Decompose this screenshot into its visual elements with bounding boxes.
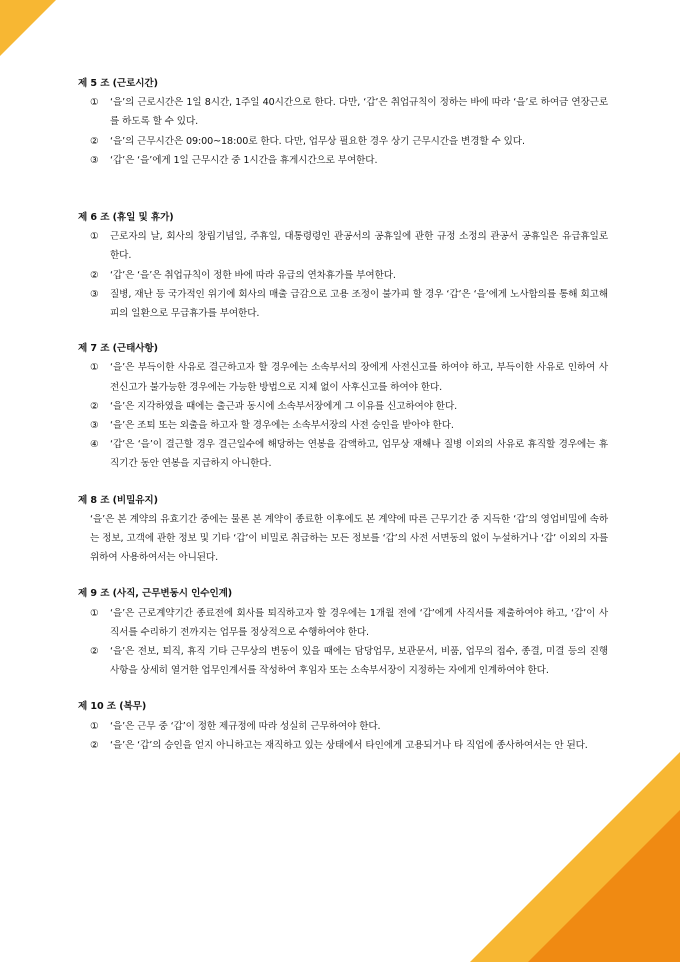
- item-text: ‘갑’은 ‘을’에게 1일 근무시간 중 1시간을 휴게시간으로 부여한다.: [110, 154, 378, 166]
- item-text: 질병, 재난 등 국가적인 위기에 회사의 매출 급감으로 고용 조정이 불가피 할 경우 ‘갑’은 ‘을’에게 노사합의를 통해 회고해피의 일환으로 무급휴가를 부여한다.: [110, 288, 608, 320]
- item-text: ‘갑’은 ‘을’은 취업규칙이 정한 바에 따라 유급의 연차휴가를 부여한다.: [110, 269, 396, 281]
- list-item: [78, 358, 608, 396]
- item-number: ①: [90, 97, 99, 109]
- list-item: [78, 416, 608, 435]
- item-text: ‘을’의 근로시간은 1일 8시간, 1주일 40시간으로 한다. 다만, ‘갑’은 취업규칙이 정하는 바에 따라 ‘을’로 하여금 연장근로를 하도록 할 수 있다.: [110, 97, 608, 128]
- item-text: 근로자의 날, 회사의 창립기념일, 주휴일, 대통령령인 관공서의 공휴일에 관한 규정 소정의 관공서 공휴일은 유급휴일로 한다.: [110, 231, 608, 262]
- item-number: ②: [90, 739, 99, 751]
- item-number: ③: [90, 288, 99, 300]
- item-text: ‘을’은 ‘갑’의 승인을 얻지 아니하고는 재직하고 있는 상태에서 타인에게 고용되거나 타 직업에 종사하여서는 안 된다.: [110, 739, 588, 751]
- list-item: [78, 604, 608, 642]
- item-text: ‘을’은 부득이한 사유로 결근하고자 할 경우에는 소속부서의 장에게 사전신고를 하여야 하고, 부득이한 사유로 인하여 사전신고가 불가능한 경우에는 가능한 방법으로 지체 없이 사후신고를 하여야 한다.: [110, 362, 608, 393]
- item-text: ‘을’의 근무시간은 09:00~18:00로 한다. 다만, 업무상 필요한 경우 상기 근무시간을 변경할 수 있다.: [110, 135, 525, 147]
- item-number: ②: [90, 135, 99, 147]
- list-item: [78, 285, 608, 323]
- contract-body: [78, 74, 608, 755]
- list-item: [78, 435, 608, 473]
- item-number: ②: [90, 400, 99, 412]
- item-number: ③: [90, 154, 99, 166]
- item-number: ③: [90, 420, 99, 432]
- article-10: [78, 697, 608, 755]
- item-number: ①: [90, 720, 99, 732]
- item-number: ②: [90, 269, 99, 281]
- list-item: [78, 266, 608, 285]
- article-7-title: 제 7 조 (근태사항): [78, 343, 158, 355]
- list-item: [78, 717, 608, 736]
- list-item: [78, 642, 608, 680]
- list-item: [78, 397, 608, 416]
- item-number: ①: [90, 362, 99, 374]
- list-item: [78, 736, 608, 755]
- article-10-title: 제 10 조 (복무): [78, 701, 147, 713]
- item-number: ①: [90, 231, 99, 243]
- article-9-title: 제 9 조 (사직, 근무변동시 인수인계): [78, 588, 233, 600]
- article-5: [78, 74, 608, 170]
- item-text: ‘을’은 근무 중 ‘갑’이 정한 제규정에 따라 성실히 근무하여야 한다.: [110, 720, 381, 732]
- item-number: ①: [90, 607, 99, 619]
- item-text: ‘을’은 전보, 퇴직, 휴직 기타 근무상의 변동이 있을 때에는 담당업무, 보관문서, 비품, 업무의 접수, 종결, 미결 등의 진행사항을 상세히 열거한 업무인계서를 작성하여 후임자 또는 소속부서장이 지정하는 자에게 인계하여야 한다.: [110, 646, 608, 677]
- top-left-corner-decoration: [0, 0, 60, 60]
- item-number: ④: [90, 439, 99, 451]
- article-6-title: 제 6 조 (휴일 및 휴가): [78, 212, 174, 224]
- item-text: ‘갑’은 ‘을’이 결근할 경우 결근일수에 해당하는 연봉을 감액하고, 업무상 재해나 질병 이외의 사유로 휴직할 경우에는 휴직기간 동안 연봉을 지급하지 아니한다.: [110, 439, 608, 470]
- list-item: [78, 132, 608, 151]
- list-item: [78, 93, 608, 131]
- article-9: [78, 584, 608, 680]
- item-number: ②: [90, 646, 99, 658]
- bottom-right-corner-decoration: [470, 752, 680, 962]
- article-7: [78, 339, 608, 473]
- list-item: [78, 151, 608, 170]
- article-8-paragraph: ‘을’은 본 계약의 유효기간 중에는 물론 본 계약이 종료한 이후에도 본 계약에 따른 근무기간 중 지득한 ‘갑’의 영업비밀에 속하는 정보, 고객에 관한 정보 및 기타 ‘갑’이 비밀로 취급하는 모든 정보를 ‘갑’의 사전 서면동의 없이 누설하거나 ‘갑’ 이외의 자를 위하여 사용하여서는 아니된다.: [90, 513, 608, 564]
- item-text: ‘을’은 조퇴 또는 외출을 하고자 할 경우에는 소속부서장의 사전 승인을 받아야 한다.: [110, 420, 454, 432]
- article-8-title: 제 8 조 (비밀유지): [78, 494, 158, 506]
- item-text: ‘을’은 지각하였을 때에는 출근과 동시에 소속부서장에게 그 이유를 신고하여야 한다.: [110, 400, 458, 412]
- item-text: ‘을’은 근로계약기간 종료전에 회사를 퇴직하고자 할 경우에는 1개월 전에 ‘갑’에게 사직서를 제출하여야 하고, ‘갑’이 사직서를 수리하기 전까지는 업무를 정상적으로 수행하여야 한다.: [110, 607, 608, 638]
- article-8: [78, 491, 608, 568]
- article-6: [78, 208, 608, 323]
- article-5-title: 제 5 조 (근로시간): [78, 78, 158, 89]
- list-item: [78, 227, 608, 265]
